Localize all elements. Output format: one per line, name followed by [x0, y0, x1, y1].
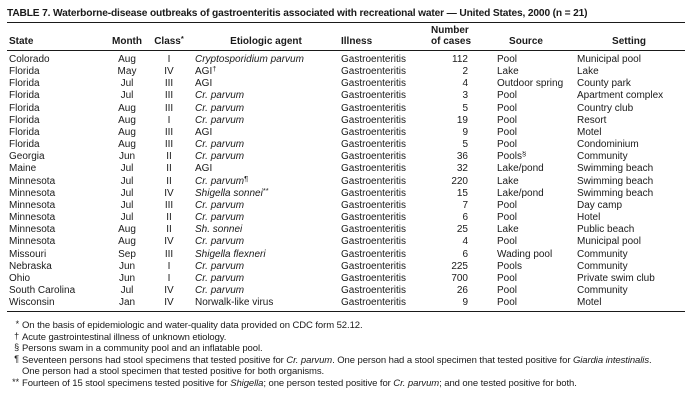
cell-state: Colorado	[9, 54, 50, 65]
table-row	[7, 127, 685, 139]
cell-source: Pool	[497, 102, 518, 114]
cell-state: Georgia	[9, 151, 45, 163]
cell-number-of-cases: 6	[462, 212, 468, 224]
cell-class: I	[167, 272, 171, 284]
cell-source: Pools§	[497, 151, 527, 163]
table-row	[7, 115, 685, 127]
cell-state: Minnesota	[9, 187, 56, 199]
footnote	[7, 378, 685, 390]
cell-illness: Gastroenteritis	[341, 126, 407, 138]
footnote	[7, 355, 685, 378]
cell-source: Pool	[497, 54, 518, 65]
cell-setting: County park	[577, 78, 631, 90]
cell-state: Florida	[9, 90, 40, 102]
cell-class: II	[166, 224, 172, 236]
cell-etiologic-agent: Cr. parvum	[195, 114, 245, 126]
table-title: TABLE 7. Waterborne-disease outbreaks of gastroenteritis associated with recreational water — United States, 2000 (n = 21)	[7, 5, 685, 23]
cell-source: Outdoor spring	[497, 78, 564, 90]
cell-illness: Gastroenteritis	[341, 54, 407, 65]
class-footnote-marker: *	[180, 33, 184, 43]
cell-number-of-cases: 25	[456, 224, 468, 236]
footnote-marker: †	[14, 330, 19, 341]
cell-setting: Community	[577, 284, 628, 296]
outbreaks-table	[7, 23, 685, 312]
footnote-marker: **	[12, 376, 19, 387]
footnote	[7, 332, 685, 344]
cell-class: III	[164, 126, 174, 138]
cell-state: South Carolina	[9, 284, 76, 296]
footnotes	[7, 320, 685, 389]
cell-state: Minnesota	[9, 175, 56, 187]
cell-state: Minnesota	[9, 224, 56, 236]
cell-illness: Gastroenteritis	[341, 260, 407, 272]
cell-number-of-cases: 9	[462, 126, 468, 138]
cell-illness: Gastroenteritis	[341, 163, 407, 175]
cell-month: Jul	[120, 175, 134, 187]
cell-setting: Resort	[577, 114, 607, 126]
cell-etiologic-agent: Cr. parvum	[195, 139, 245, 151]
cell-state: Nebraska	[9, 260, 52, 272]
cell-source: Pool	[479, 297, 573, 312]
footnote-text: Fourteen of 15 stool specimens tested positive for Shigella; one person tested positive for Cr. parvum; and one tested positive for both.	[22, 377, 577, 389]
cell-class: IV	[164, 187, 174, 199]
cell-month: Jul	[120, 90, 134, 102]
table-row	[7, 273, 685, 285]
cell-etiologic-agent: Cr. parvum	[195, 102, 245, 114]
cell-illness: Gastroenteritis	[341, 199, 407, 211]
cell-number-of-cases: 112	[452, 54, 468, 65]
cell-month: Aug	[118, 102, 136, 114]
cell-class: I	[167, 114, 171, 126]
cell-month: Jul	[120, 284, 134, 296]
cell-class: I	[167, 260, 171, 272]
cell-number-of-cases: 5	[462, 102, 468, 114]
cell-source: Pool	[497, 199, 518, 211]
cell-month: Jul	[120, 212, 134, 224]
cell-month: Jun	[118, 151, 136, 163]
cell-class: IV	[147, 297, 191, 312]
cell-etiologic-agent: Cr. parvum	[195, 272, 245, 284]
cell-month: Aug	[118, 139, 136, 151]
cell-number-of-cases: 2	[462, 66, 468, 78]
cell-number-of-cases: 32	[456, 163, 468, 175]
cell-etiologic-agent: Cr. parvum	[195, 90, 245, 102]
cell-state: Missouri	[9, 248, 47, 260]
cell-class: II	[166, 175, 172, 187]
cell-etiologic-agent: Norwalk-like virus	[191, 297, 341, 312]
cell-setting: Motel	[577, 126, 602, 138]
footnote-text: On the basis of epidemiologic and water-quality data provided on CDC form 52.12.	[22, 320, 363, 332]
table-row	[7, 90, 685, 102]
col-header-class	[147, 23, 191, 51]
cell-setting: Motel	[573, 297, 685, 312]
cell-setting: Day camp	[577, 199, 623, 211]
cell-illness: Gastroenteritis	[341, 78, 407, 90]
cell-class: III	[164, 139, 174, 151]
cell-number-of-cases: 4	[462, 236, 468, 248]
cell-setting: Swimming beach	[577, 175, 654, 187]
col-header-setting: Setting	[573, 23, 685, 51]
cell-month: Aug	[118, 54, 136, 65]
cell-setting: Swimming beach	[577, 187, 654, 199]
cell-state: Florida	[9, 114, 40, 126]
footnote-marker: §	[14, 342, 19, 353]
footnote-text: Persons swam in a community pool and an inflatable pool.	[22, 343, 263, 355]
cell-etiologic-agent: Cr. parvum	[195, 199, 245, 211]
footnote-text: Acute gastrointestinal illness of unknown etiology.	[22, 331, 227, 343]
cell-state: Ohio	[9, 272, 31, 284]
cell-etiologic-agent: Cr. parvum	[195, 212, 245, 224]
cell-number-of-cases: 7	[462, 199, 468, 211]
cell-source: Pool	[497, 126, 518, 138]
cell-etiologic-agent: AGI	[195, 163, 213, 175]
cell-state: Wisconsin	[7, 297, 107, 312]
cell-illness: Gastroenteritis	[341, 175, 407, 187]
cell-class: III	[164, 90, 174, 102]
cell-source: Pool	[497, 90, 518, 102]
cell-state: Minnesota	[9, 212, 56, 224]
cell-class: IV	[164, 66, 174, 78]
table-row	[7, 163, 685, 175]
header-row	[7, 23, 685, 51]
cell-setting: Apartment complex	[577, 90, 664, 102]
cell-source: Pools	[497, 260, 523, 272]
cell-state: Florida	[9, 78, 40, 90]
cell-source: Lake	[497, 66, 519, 78]
cell-number-of-cases: 4	[462, 78, 468, 90]
col-header-cases-line1: Number	[431, 25, 469, 36]
cell-source: Pool	[497, 236, 518, 248]
cell-month: Aug	[118, 126, 136, 138]
cell-etiologic-agent: Cr. parvum	[195, 284, 245, 296]
cell-class: III	[164, 248, 174, 260]
table-row	[7, 200, 685, 212]
cell-number-of-cases: 220	[451, 175, 468, 187]
col-header-etiologic-agent: Etiologic agent	[191, 23, 341, 51]
table-row	[7, 224, 685, 236]
cell-etiologic-agent: AGI†	[195, 66, 217, 78]
cell-illness: Gastroenteritis	[341, 236, 407, 248]
cell-setting: Community	[577, 248, 628, 260]
table-row	[7, 66, 685, 78]
cell-month: Jul	[120, 78, 134, 90]
cell-state: Minnesota	[9, 236, 56, 248]
cell-month: Aug	[118, 114, 136, 126]
footnote-marker: *	[15, 319, 19, 330]
cell-source: Lake	[497, 175, 519, 187]
cell-setting: Swimming beach	[577, 163, 654, 175]
footnote-text: Seventeen persons had stool specimens that tested positive for Cr. parvum. One person had a stool specimen that tested positive for Giardia intestinalis. One person had a stool specimen that tested positive for both organisms.	[22, 354, 652, 378]
cell-illness: Gastroenteritis	[341, 297, 431, 312]
cell-class: II	[166, 163, 172, 175]
cell-class: IV	[164, 236, 174, 248]
cell-illness: Gastroenteritis	[341, 187, 407, 199]
cell-month: Aug	[118, 224, 136, 236]
cell-month: Aug	[118, 236, 136, 248]
cell-illness: Gastroenteritis	[341, 284, 407, 296]
cell-setting: Municipal pool	[577, 236, 641, 248]
cell-number-of-cases: 26	[456, 284, 468, 296]
cell-class: III	[164, 78, 174, 90]
cell-month: Jan	[107, 297, 147, 312]
cell-setting: Condominium	[577, 139, 639, 151]
cell-class: IV	[164, 284, 174, 296]
cell-illness: Gastroenteritis	[341, 212, 407, 224]
table-row	[7, 103, 685, 115]
cell-etiologic-agent: Shigella flexneri	[195, 248, 266, 260]
cell-etiologic-agent: Sh. sonnei	[195, 224, 243, 236]
cell-month: Sep	[118, 248, 136, 260]
table-header	[7, 23, 685, 51]
cell-month: Jul	[120, 163, 134, 175]
cell-setting: Country club	[577, 102, 634, 114]
cell-number-of-cases: 15	[456, 187, 468, 199]
cell-etiologic-agent: Shigella sonnei**	[195, 187, 269, 199]
cell-source: Lake/pond	[497, 187, 544, 199]
cell-state: Maine	[9, 163, 37, 175]
table-body	[7, 51, 685, 312]
col-header-class-label: Class	[154, 35, 181, 47]
cell-class: II	[166, 151, 172, 163]
cell-setting: Community	[577, 260, 628, 272]
cell-etiologic-agent: Cr. parvum	[195, 236, 245, 248]
cell-state: Minnesota	[9, 199, 56, 211]
cell-state: Florida	[9, 139, 40, 151]
cell-etiologic-agent: Cr. parvum¶	[195, 175, 249, 187]
table-row	[7, 176, 685, 188]
cell-source: Lake	[497, 224, 519, 236]
cell-illness: Gastroenteritis	[341, 272, 407, 284]
cell-source: Pool	[497, 284, 518, 296]
footnote	[7, 320, 685, 332]
cell-etiologic-agent: Cr. parvum	[195, 260, 245, 272]
cell-source: Pool	[497, 114, 518, 126]
cell-source: Pool	[497, 272, 518, 284]
cell-state: Florida	[9, 66, 40, 78]
cell-illness: Gastroenteritis	[341, 114, 407, 126]
cell-month: Jun	[118, 260, 136, 272]
cell-source: Pool	[497, 212, 518, 224]
cell-illness: Gastroenteritis	[341, 248, 407, 260]
footnote	[7, 343, 685, 355]
table-row	[7, 285, 685, 297]
cell-number-of-cases: 6	[462, 248, 468, 260]
table-row	[7, 188, 685, 200]
cell-setting: Community	[577, 151, 628, 163]
footnote-marker: ¶	[14, 353, 19, 364]
cell-setting: Public beach	[577, 224, 635, 236]
cell-illness: Gastroenteritis	[341, 151, 407, 163]
cell-class: II	[166, 212, 172, 224]
cell-number-of-cases: 225	[451, 260, 468, 272]
cell-number-of-cases: 700	[451, 272, 468, 284]
cell-etiologic-agent: Cryptosporidium parvum	[195, 54, 304, 65]
cell-illness: Gastroenteritis	[341, 224, 407, 236]
cell-number-of-cases: 19	[456, 114, 468, 126]
cell-illness: Gastroenteritis	[341, 139, 407, 151]
cell-class: III	[164, 199, 174, 211]
cell-state: Florida	[9, 102, 40, 114]
cell-source: Lake/pond	[497, 163, 544, 175]
cell-setting: Municipal pool	[577, 54, 641, 65]
cell-etiologic-agent: AGI	[195, 78, 213, 90]
table-row	[7, 236, 685, 248]
cell-month: Jul	[120, 187, 134, 199]
cell-etiologic-agent: Cr. parvum	[195, 151, 245, 163]
cell-setting: Lake	[577, 66, 599, 78]
cell-number-of-cases: 36	[456, 151, 468, 163]
cell-illness: Gastroenteritis	[341, 102, 407, 114]
cell-number-of-cases: 5	[462, 139, 468, 151]
cell-number-of-cases: 3	[462, 90, 468, 102]
col-header-state: State	[7, 23, 107, 51]
cell-class: I	[167, 54, 171, 65]
table-row	[7, 249, 685, 261]
cell-number-of-cases: 9	[431, 297, 479, 312]
cell-illness: Gastroenteritis	[341, 66, 407, 78]
cell-month: May	[117, 66, 137, 78]
cell-source: Wading pool	[497, 248, 553, 260]
cell-month: Jul	[120, 199, 134, 211]
table-row	[7, 212, 685, 224]
col-header-illness: Illness	[341, 23, 431, 51]
cell-etiologic-agent: AGI	[195, 126, 213, 138]
cell-month: Jun	[118, 272, 136, 284]
col-header-month: Month	[107, 23, 147, 51]
table-row	[7, 139, 685, 151]
cell-setting: Hotel	[577, 212, 601, 224]
col-header-cases-line2: of cases	[431, 35, 472, 47]
col-header-source: Source	[479, 23, 573, 51]
col-header-number-of-cases	[431, 23, 479, 51]
table-row	[7, 78, 685, 90]
table-row	[7, 151, 685, 163]
cell-illness: Gastroenteritis	[341, 90, 407, 102]
table-row	[7, 297, 685, 312]
cell-source: Pool	[497, 139, 518, 151]
cell-state: Florida	[9, 126, 40, 138]
table-row	[7, 51, 685, 67]
table-row	[7, 261, 685, 273]
cell-class: III	[164, 102, 174, 114]
cell-setting: Private swim club	[577, 272, 655, 284]
